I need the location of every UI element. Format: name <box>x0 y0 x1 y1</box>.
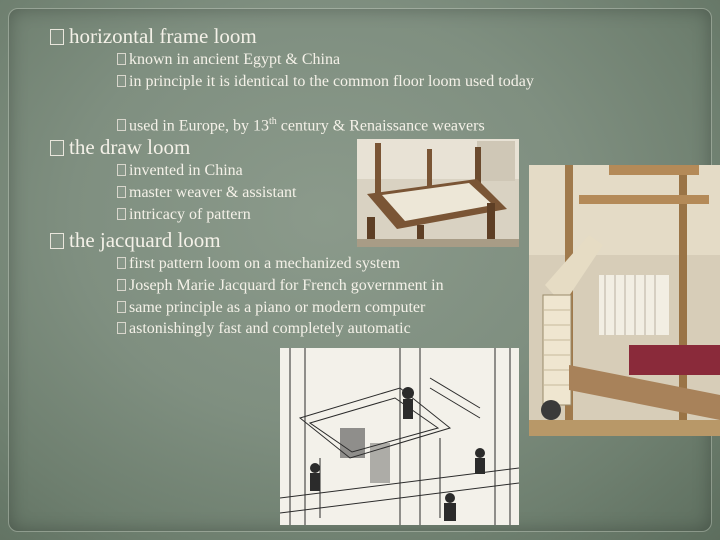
list-item: in principle it is identical to the common floor loom used today <box>117 72 619 91</box>
list-item: used in Europe, by 13th century & Renaissance weavers <box>117 112 637 135</box>
square-bullet-icon <box>117 279 126 291</box>
square-bullet-icon <box>50 233 64 249</box>
list-item: invented in China <box>117 161 243 180</box>
list-item: same principle as a piano or modern computer <box>117 298 425 317</box>
list-item: intricacy of pattern <box>117 205 251 224</box>
square-bullet-icon <box>117 53 126 65</box>
square-bullet-icon <box>117 186 126 198</box>
square-bullet-icon <box>117 301 126 313</box>
list-item: master weaver & assistant <box>117 183 297 202</box>
heading-jacquard-loom: the jacquard loom <box>50 228 221 252</box>
draw-loom-photo <box>357 139 519 247</box>
heading-draw-loom: the draw loom <box>50 135 190 159</box>
square-bullet-icon <box>117 208 126 220</box>
list-item: astonishingly fast and completely automatic <box>117 319 411 338</box>
heading-horizontal-frame-loom: horizontal frame loom <box>50 24 257 48</box>
list-item: Joseph Marie Jacquard for French government in <box>117 276 444 295</box>
list-item: known in ancient Egypt & China <box>117 50 607 69</box>
square-bullet-icon <box>50 29 64 45</box>
list-item: first pattern loom on a mechanized system <box>117 254 400 273</box>
square-bullet-icon <box>117 322 126 334</box>
square-bullet-icon <box>117 119 126 131</box>
square-bullet-icon <box>117 164 126 176</box>
square-bullet-icon <box>117 257 126 269</box>
historic-loom-illustration <box>280 348 519 525</box>
square-bullet-icon <box>117 75 126 87</box>
jacquard-loom-photo <box>529 165 720 436</box>
square-bullet-icon <box>50 140 64 156</box>
